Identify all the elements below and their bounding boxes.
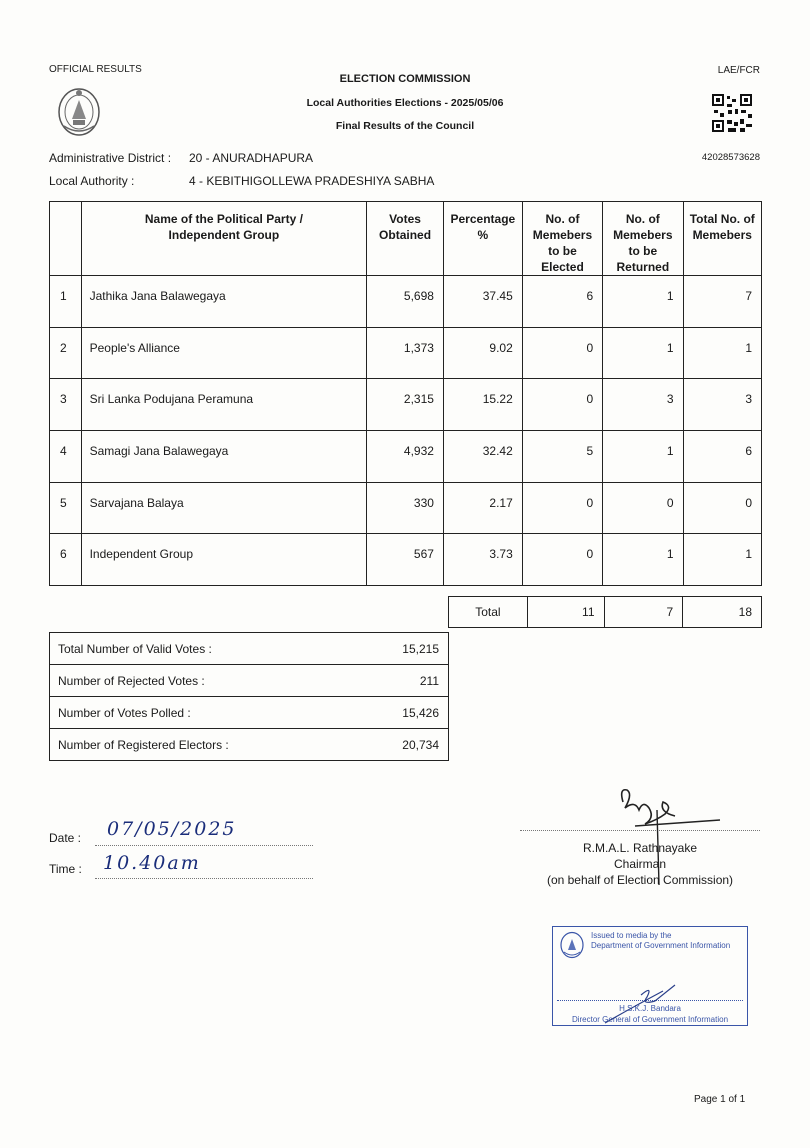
votes-obtained: 330: [367, 482, 444, 534]
summary-label: Number of Votes Polled :: [50, 697, 369, 729]
form-code: LAE/FCR: [717, 65, 760, 76]
summary-value: 15,426: [369, 697, 449, 729]
table-row: [50, 534, 762, 586]
table-row: [50, 482, 762, 534]
summary-row: [50, 729, 449, 761]
members-elected: 0: [522, 534, 602, 586]
date-label: Date :: [49, 831, 82, 845]
summary-row: [50, 665, 449, 697]
header-total-members: Total No. of Memebers: [683, 202, 762, 276]
percentage: 9.02: [443, 327, 522, 379]
authority-label: Local Authority :: [49, 174, 135, 188]
time-label: Time :: [49, 862, 82, 876]
document-number: 42028573628: [701, 152, 760, 163]
summary-label: Total Number of Valid Votes :: [50, 633, 369, 665]
date-line: [95, 818, 313, 846]
signatory-name: R.M.A.L. Rathnayake: [582, 841, 698, 855]
header-index: [50, 202, 82, 276]
party-name: Jathika Jana Balawegaya: [81, 276, 367, 328]
header-party: Name of the Political Party / Independent Group: [81, 202, 367, 276]
summary-row: [50, 633, 449, 665]
percentage: 15.22: [443, 379, 522, 431]
summary-label: Number of Registered Electors :: [50, 729, 369, 761]
row-index: 3: [50, 379, 82, 431]
stamp-name: H.S.K.J. Bandara: [619, 1004, 681, 1013]
qr-code-icon: [712, 94, 752, 132]
signatory-note: (on behalf of Election Commission): [546, 873, 734, 887]
results-header-row: [50, 202, 762, 276]
row-index: 1: [50, 276, 82, 328]
district-label: Administrative District :: [49, 151, 172, 165]
members-returned: 1: [603, 276, 683, 328]
district-value: 20 - ANURADHAPURA: [189, 151, 314, 165]
summary-label: Number of Rejected Votes :: [50, 665, 369, 697]
authority-value: 4 - KEBITHIGOLLEWA PRADESHIYA SABHA: [189, 174, 435, 188]
total-members: 1: [683, 327, 762, 379]
total-members: 3: [683, 379, 762, 431]
totals-returned: 7: [604, 597, 683, 628]
media-stamp: [552, 926, 748, 1026]
summary-table: [49, 632, 449, 761]
percentage: 2.17: [443, 482, 522, 534]
totals-members: 18: [683, 597, 762, 628]
summary-row: [50, 697, 449, 729]
summary-value: 15,215: [369, 633, 449, 665]
party-name: Sarvajana Balaya: [81, 482, 367, 534]
members-returned: 1: [603, 327, 683, 379]
votes-obtained: 1,373: [367, 327, 444, 379]
votes-obtained: 2,315: [367, 379, 444, 431]
votes-obtained: 5,698: [367, 276, 444, 328]
row-index: 5: [50, 482, 82, 534]
summary-value: 211: [369, 665, 449, 697]
results-table: [49, 201, 762, 586]
party-name: People's Alliance: [81, 327, 367, 379]
party-name: Sri Lanka Podujana Peramuna: [81, 379, 367, 431]
table-row: [50, 431, 762, 483]
page-subtitle: Local Authorities Elections - 2025/05/06: [306, 97, 504, 109]
members-returned: 3: [603, 379, 683, 431]
table-row: [50, 276, 762, 328]
party-name: Samagi Jana Balawegaya: [81, 431, 367, 483]
table-row: [50, 379, 762, 431]
party-name: Independent Group: [81, 534, 367, 586]
table-row: [50, 327, 762, 379]
stamp-line-1: Issued to media by the: [591, 931, 672, 940]
header-elected: No. of Memebers to be Elected: [522, 202, 602, 276]
summary-value: 20,734: [369, 729, 449, 761]
members-returned: 1: [603, 431, 683, 483]
members-elected: 6: [522, 276, 602, 328]
totals-table: [448, 596, 762, 628]
members-elected: 5: [522, 431, 602, 483]
page-number: Page 1 of 1: [694, 1094, 746, 1105]
stamp-emblem-icon: [559, 931, 585, 959]
stamp-line-2: Department of Government Information: [591, 941, 731, 950]
votes-obtained: 4,932: [367, 431, 444, 483]
page-subtitle-2: Final Results of the Council: [335, 120, 475, 132]
header-votes: Votes Obtained: [367, 202, 444, 276]
header-returned: No. of Memebers to be Returned: [603, 202, 683, 276]
row-index: 4: [50, 431, 82, 483]
votes-obtained: 567: [367, 534, 444, 586]
total-members: 6: [683, 431, 762, 483]
row-index: 2: [50, 327, 82, 379]
totals-row: [449, 597, 762, 628]
members-elected: 0: [522, 379, 602, 431]
members-returned: 0: [603, 482, 683, 534]
time-value: 10.40am: [103, 852, 201, 874]
totals-label: Total: [449, 597, 528, 628]
members-elected: 0: [522, 482, 602, 534]
percentage: 3.73: [443, 534, 522, 586]
percentage: 37.45: [443, 276, 522, 328]
totals-elected: 11: [527, 597, 604, 628]
stamp-signature-icon: [583, 977, 683, 1027]
total-members: 1: [683, 534, 762, 586]
time-line: [95, 852, 313, 879]
stamp-title: Director General of Government Information: [571, 1015, 729, 1024]
percentage: 32.42: [443, 431, 522, 483]
members-returned: 1: [603, 534, 683, 586]
date-value: 07/05/2025: [107, 818, 237, 840]
members-elected: 0: [522, 327, 602, 379]
header-percentage: Percentage %: [443, 202, 522, 276]
row-index: 6: [50, 534, 82, 586]
total-members: 0: [683, 482, 762, 534]
signatory-title: Chairman: [613, 857, 667, 871]
official-results-tag: OFFICIAL RESULTS: [49, 64, 142, 75]
total-members: 7: [683, 276, 762, 328]
page-title: ELECTION COMMISSION: [339, 73, 471, 85]
